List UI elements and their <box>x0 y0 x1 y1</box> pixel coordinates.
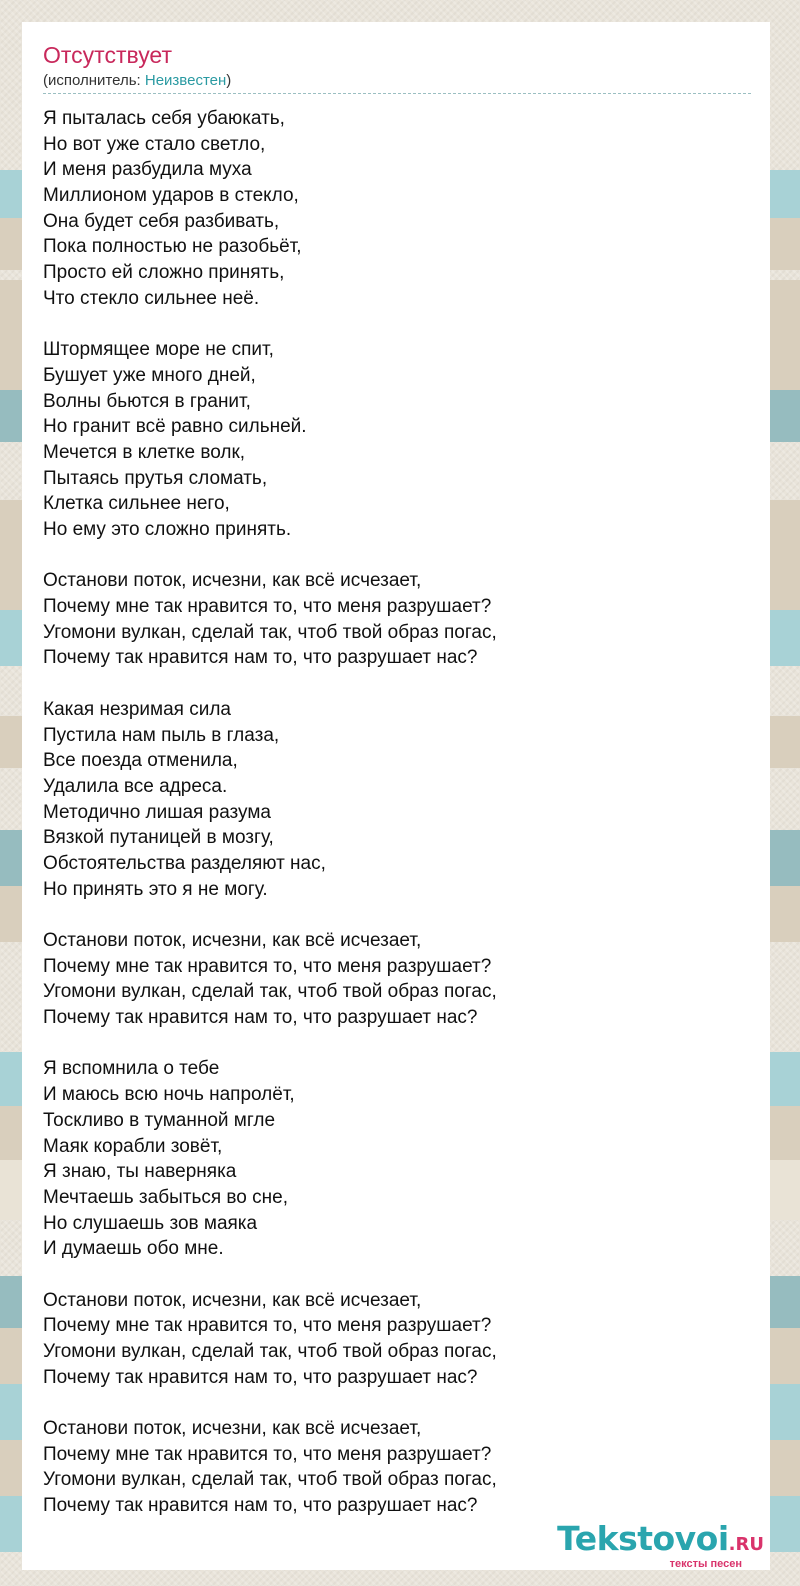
lyric-line: Обстоятельства разделяют нас, <box>43 852 326 874</box>
lyric-line: Угомони вулкан, сделай так, чтоб твой образ погас, <box>43 1341 497 1362</box>
lyric-line: Останови поток, исчезни, как всё исчезает, <box>43 1418 422 1440</box>
stanza-gap <box>43 1031 770 1057</box>
lyric-line: Почему так нравится нам то, что разрушает нас? <box>43 647 478 669</box>
artist-prefix: (исполнитель: <box>43 72 145 89</box>
lyric-line: Маяк корабли зовёт, <box>43 1135 223 1157</box>
lyric-line: Методично лишая разума <box>43 801 271 823</box>
lyric-line: Останови поток, исчезни, как всё исчезает, <box>43 570 422 592</box>
lyric-line: Что стекло сильнее неё. <box>43 287 260 309</box>
artist-link[interactable]: Неизвестен <box>144 72 227 89</box>
lyric-line: Почему так нравится нам то, что разрушает нас? <box>43 1007 478 1029</box>
lyric-line: Мечтаешь забыться во сне, <box>43 1186 288 1208</box>
lyric-line: Угомони вулкан, сделай так, чтоб твой образ погас, <box>43 981 497 1003</box>
lyric-line: Угомони вулкан, сделай так, чтоб твой образ погас, <box>43 1469 497 1491</box>
lyric-line: Но слушаешь зов маяка <box>43 1212 258 1234</box>
lyric-line: Почему мне так нравится то, что меня разрушает? <box>43 1443 492 1465</box>
lyric-line: Удалила все адреса. <box>43 775 228 797</box>
lyric-line: Тоскливо в туманной мгле <box>43 1109 276 1131</box>
lyric-line: Мечется в клетке волк, <box>43 441 246 463</box>
stanza-gap <box>43 312 770 338</box>
lyric-line: Пустила нам пыль в глаза, <box>43 724 280 746</box>
stanza-gap <box>43 902 770 928</box>
lyric-line: Почему мне так нравится то, что меня разрушает? <box>43 596 492 618</box>
lyric-line: Пытаясь прутья сломать, <box>43 467 268 489</box>
logo-tagline: тексты песен <box>669 1558 742 1570</box>
lyric-line: Бушует уже много дней, <box>43 364 256 386</box>
stanza-gap <box>43 543 770 569</box>
song-title: Отсутствует <box>43 42 172 68</box>
lyric-line: Просто ей сложно принять, <box>43 262 285 284</box>
lyric-line: Почему так нравится нам то, что разрушает нас? <box>43 1495 478 1517</box>
lyric-line: Останови поток, исчезни, как всё исчезает, <box>43 1289 422 1311</box>
lyric-line: Волны бьются в гранит, <box>43 390 251 412</box>
lyric-line: Но гранит всё равно сильней. <box>43 416 307 438</box>
logo-wordmark <box>557 1519 764 1562</box>
lyric-line: Почему мне так нравится то, что меня разрушает? <box>43 1315 492 1337</box>
lyric-line: Но принять это я не могу. <box>43 878 268 900</box>
title-divider <box>43 93 751 94</box>
artist-line <box>43 71 770 90</box>
stanza-gap <box>43 1262 770 1288</box>
lyric-line: Останови поток, исчезни, как всё исчезает, <box>43 930 422 951</box>
logo-tld: .RU <box>728 1534 764 1555</box>
lyric-line: Почему так нравится нам то, что разрушает нас? <box>43 1366 478 1388</box>
lyric-line: Какая незримая сила <box>43 698 231 720</box>
lyric-line: И маюсь всю ночь напролёт, <box>43 1084 295 1106</box>
lyric-line: Я знаю, ты наверняка <box>43 1161 237 1183</box>
lyrics-text <box>43 106 770 1519</box>
tekstovoi-logo <box>557 1519 764 1570</box>
stanza-gap <box>43 671 770 697</box>
lyric-line: Она будет себя разбивать, <box>43 210 280 232</box>
lyric-line: Клетка сильнее него, <box>43 493 230 515</box>
lyrics-panel <box>22 22 770 1570</box>
lyric-line: Я вспомнила о тебе <box>43 1058 220 1080</box>
lyric-line: И меня разбудила муха <box>43 159 252 181</box>
lyric-line: Вязкой путаницей в мозгу, <box>43 827 274 849</box>
lyric-line: Почему мне так нравится то, что меня разрушает? <box>43 955 492 977</box>
lyric-line: Но ему это сложно принять. <box>43 519 292 540</box>
lyric-line: Угомони вулкан, сделай так, чтоб твой образ погас, <box>43 621 497 643</box>
lyric-line: Пока полностью не разобьёт, <box>43 236 302 258</box>
artist-suffix: ) <box>226 72 232 89</box>
lyric-line: И думаешь обо мне. <box>43 1238 224 1260</box>
lyric-line: Я пыталась себя убаюкать, <box>43 108 285 129</box>
lyric-line: Штормящее море не спит, <box>43 339 274 361</box>
stanza-gap <box>43 1390 770 1416</box>
lyric-line: Миллионом ударов в стекло, <box>43 185 299 207</box>
lyric-line: Но вот уже стало светло, <box>43 133 266 155</box>
lyric-line: Все поезда отменила, <box>43 750 238 772</box>
logo-brand: Tekstovoi <box>557 1519 729 1558</box>
